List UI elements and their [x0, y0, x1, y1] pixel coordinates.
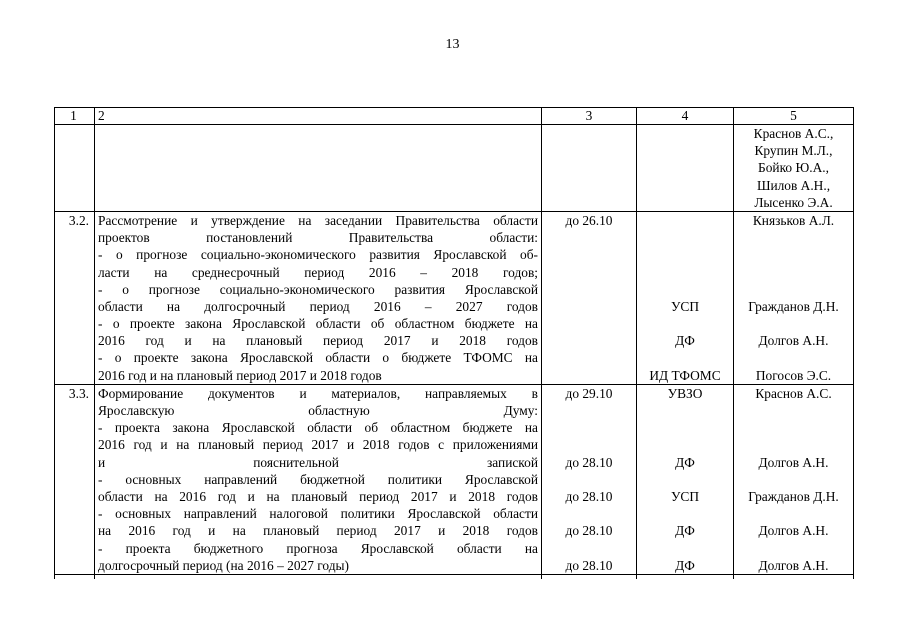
row-responsible-line: Долгов А.Н.: [758, 454, 829, 470]
row-deadline-line: [545, 315, 633, 332]
header-col-3: 3: [542, 108, 637, 125]
row-responsible-line: Долгов А.Н.: [758, 523, 829, 539]
row-deadline-line: [545, 402, 633, 419]
row-responsible-line: [737, 246, 850, 263]
row-responsible-line: Погосов Э.С.: [755, 367, 832, 383]
row-deadline-line: [545, 419, 633, 436]
row-department-line: УСП: [670, 488, 700, 504]
row-description-line: ласти на среднесрочный период 2016 – 2018 годов;: [98, 264, 538, 280]
table-body: [55, 125, 854, 579]
row-deadline-line: до 28.10: [565, 523, 613, 539]
row-department-line: [640, 402, 730, 419]
row-department-line: [640, 281, 730, 298]
row-responsible-line: Князьков А.Л.: [752, 212, 835, 228]
row-responsible-line: [737, 349, 850, 366]
row-deadline-line: [545, 540, 633, 557]
row-responsible-line: [737, 315, 850, 332]
row-deadline-line: [545, 367, 633, 384]
header-col-1: 1: [55, 108, 95, 125]
row-description-line: - о прогнозе социально-экономического развития Ярославской: [98, 281, 538, 297]
row-description-line: области на долгосрочный период 2016 – 2027 годов: [98, 298, 538, 314]
row-responsible-line: [737, 402, 850, 419]
table-row: [55, 125, 854, 212]
row-department-line: [640, 471, 730, 488]
table-header: [55, 108, 854, 125]
page-number: 13: [445, 37, 460, 52]
row-department-line: [640, 349, 730, 366]
row-responsible-line: Лысенко Э.А.: [754, 194, 833, 210]
row-responsible-line: [737, 436, 850, 453]
continuation-cell: [55, 574, 95, 579]
row-deadline-line: [545, 349, 633, 366]
header-col-5: 5: [734, 108, 854, 125]
row-responsible-cell: [734, 211, 854, 384]
row-department-line: ИД ТФОМС: [649, 367, 721, 383]
row-responsible-line: Краснов А.С.: [755, 385, 832, 401]
row-responsible-line: Долгов А.Н.: [758, 557, 829, 573]
plan-table: [54, 107, 854, 579]
row-department-cell: [637, 125, 734, 212]
row-deadline-line: до 28.10: [565, 488, 613, 504]
row-responsible-line: Краснов А.С.,: [753, 126, 834, 141]
table-continuation: [55, 574, 854, 579]
row-responsible-line: Крупин М.Л.,: [754, 143, 833, 159]
header-col-2: 2: [95, 108, 542, 125]
row-description-line: - основных направлений налоговой политики Ярославской области: [98, 506, 538, 522]
row-description-line: Ярославскую областную Думу:: [98, 403, 538, 418]
row-deadline-line: [545, 281, 633, 298]
row-department-line: [640, 229, 730, 246]
row-deadline-line: [545, 229, 633, 246]
row-deadline-cell: [542, 384, 637, 574]
row-responsible-cell: [734, 384, 854, 574]
row-number: [55, 125, 95, 212]
continuation-cell: [734, 574, 854, 579]
row-description-line: проектов постановлений Правительства области:: [98, 230, 538, 246]
row-deadline-line: до 29.10: [565, 385, 613, 401]
row-description-line: и пояснительной запиской: [98, 454, 538, 470]
continuation-cell: [95, 574, 542, 579]
row-deadline-line: [545, 298, 633, 315]
row-department-line: [640, 505, 730, 522]
row-department-line: УСП: [670, 298, 700, 314]
row-description-line: области на 2016 год и на плановый период 2017 и 2018 годов: [98, 488, 538, 504]
row-department-cell: [637, 384, 734, 574]
row-responsible-line: Долгов А.Н.: [758, 333, 829, 349]
row-deadline-cell: [542, 125, 637, 212]
row-responsible-line: [737, 540, 850, 557]
row-responsible-line: [737, 229, 850, 246]
row-deadline-line: [545, 436, 633, 453]
row-description-line: - проекта бюджетного прогноза Ярославской области на: [98, 540, 538, 556]
row-deadline-line: [545, 471, 633, 488]
row-responsible-line: [737, 264, 850, 281]
row-deadline-line: до 28.10: [565, 557, 613, 573]
row-description-line: - проекта закона Ярославской области об областном бюджете на: [98, 420, 538, 436]
row-deadline-line: [545, 246, 633, 263]
row-description-line: долгосрочный период (на 2016 – 2027 годы): [98, 557, 349, 573]
row-description-line: 2016 год и на плановый период 2017 и 2018 годов с приложениями: [98, 437, 538, 453]
row-description-cell: [95, 384, 542, 574]
row-department-line: [640, 419, 730, 436]
row-description-line: - о прогнозе социально-экономического развития Ярославской об-: [98, 247, 538, 263]
row-description-line: Рассмотрение и утверждение на заседании Правительства области: [98, 212, 538, 228]
row-department-cell: [637, 211, 734, 384]
row-description-line: 2016 год и на плановый период 2017 и 2018 годов: [98, 367, 382, 383]
row-department-line: УВЗО: [667, 385, 703, 401]
row-department-line: ДФ: [675, 523, 695, 539]
row-responsible-line: [737, 281, 850, 298]
row-responsible-line: Шилов А.Н.,: [756, 177, 831, 193]
row-deadline-line: [545, 332, 633, 349]
row-department-line: ДФ: [675, 333, 695, 349]
row-responsible-line: [737, 471, 850, 488]
row-department-line: [640, 540, 730, 557]
row-number: 3.2.: [55, 211, 95, 384]
row-description-line: на 2016 год и на плановый период 2017 и 2018 годов: [98, 523, 538, 539]
row-department-line: ДФ: [675, 557, 695, 573]
row-department-line: [640, 315, 730, 332]
row-department-line: [640, 264, 730, 281]
row-responsible-line: [737, 419, 850, 436]
row-department-line: [640, 212, 730, 229]
row-description-cell: [95, 211, 542, 384]
table-row: [55, 211, 854, 384]
row-description-line: Формирование документов и материалов, направляемых в: [98, 385, 538, 401]
row-responsible-line: Гражданов Д.Н.: [748, 298, 839, 314]
row-responsible-line: Гражданов Д.Н.: [748, 488, 839, 504]
table-row: [55, 384, 854, 574]
row-description-line: - о проекте закона Ярославской области об областном бюджете на: [98, 316, 538, 332]
row-description-cell: [95, 125, 542, 212]
row-deadline-cell: [542, 211, 637, 384]
continuation-cell: [542, 574, 637, 579]
row-deadline-line: до 28.10: [565, 454, 613, 470]
header-col-4: 4: [637, 108, 734, 125]
row-responsible-cell: [734, 125, 854, 212]
row-department-line: [640, 436, 730, 453]
row-deadline-line: до 26.10: [565, 212, 613, 228]
row-description-line: - основных направлений бюджетной политики Ярославской: [98, 471, 538, 487]
row-responsible-line: [737, 505, 850, 522]
row-department-line: ДФ: [675, 454, 695, 470]
row-deadline-line: [545, 264, 633, 281]
continuation-cell: [637, 574, 734, 579]
row-number: 3.3.: [55, 384, 95, 574]
row-deadline-line: [545, 505, 633, 522]
row-description-line: 2016 год и на плановый период 2017 и 2018 годов: [98, 333, 538, 349]
row-department-line: [640, 246, 730, 263]
row-responsible-line: Бойко Ю.А.,: [758, 160, 829, 176]
row-description-line: - о проекте закона Ярославской области о бюджете ТФОМС на: [98, 350, 538, 366]
